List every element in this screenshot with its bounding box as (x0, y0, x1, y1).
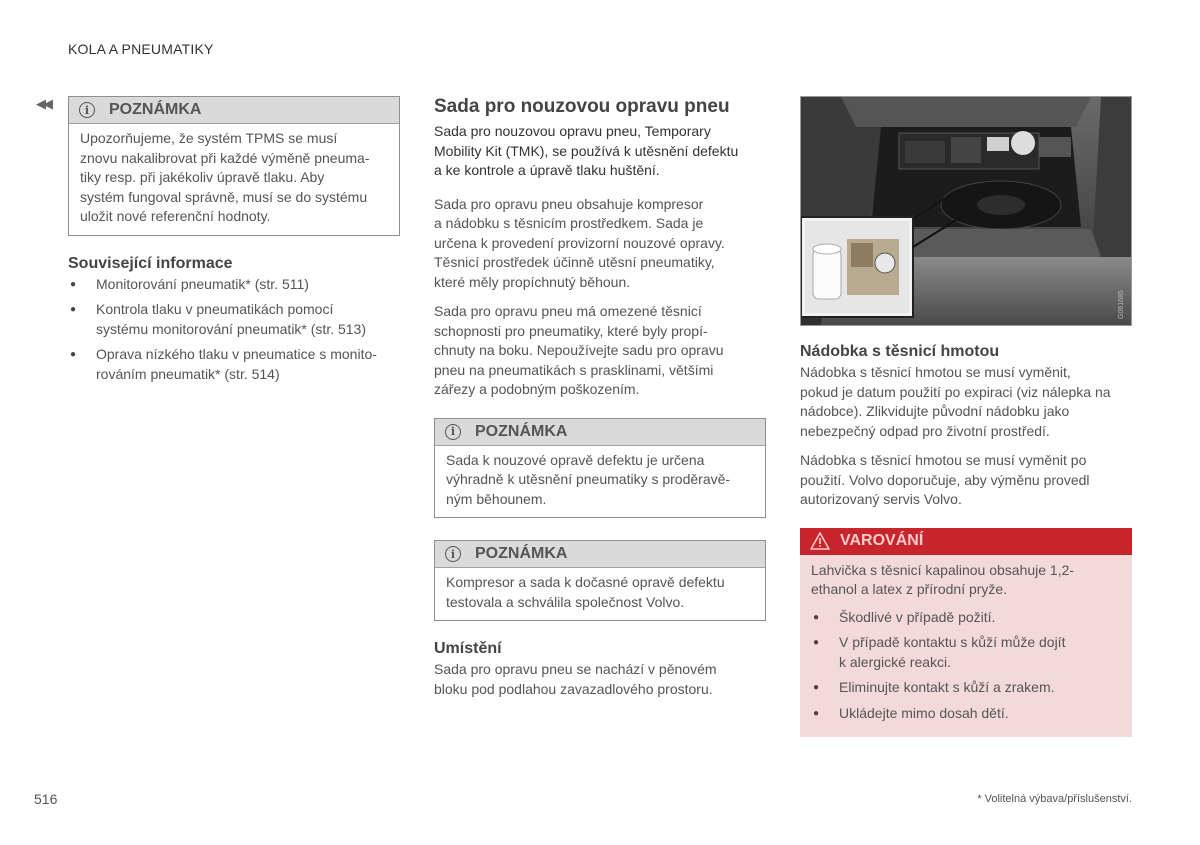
note-header (435, 419, 765, 446)
footnote: * Volitelná výbava/příslušenství. (977, 793, 1132, 805)
related-link-pressure-check[interactable] (68, 300, 400, 339)
paragraph-limitations (434, 302, 766, 400)
text-line: ● Eliminujte kontakt s kůží a zrakem. (839, 679, 1055, 695)
related-info-list (68, 275, 400, 385)
text-line: systém fungoval správně, musí se do systému (80, 188, 368, 205)
warning-body (800, 555, 1132, 738)
page-title: Sada pro nouzovou opravu pneu (434, 96, 730, 117)
text-line: rováním pneumatik* (str. 514) (96, 365, 280, 382)
column-left (68, 96, 400, 390)
lead-paragraph (434, 122, 766, 181)
text-line: Mobility Kit (TMK), se používá k utěsnění defektu (434, 142, 739, 159)
note-title: POZNÁMKA (475, 422, 568, 440)
text-line: ethanol a latex z přírodní pryže. (811, 581, 1008, 597)
text-line: Sada pro opravu pneu obsahuje kompresor (434, 195, 704, 212)
info-icon: i (445, 424, 461, 440)
double-left-arrow-icon[interactable]: ◀◀ (36, 96, 50, 111)
text-line: Nádobka s těsnicí hmotou se musí vyměnit, (800, 364, 1071, 380)
text-line: Nádobka s těsnicí hmotou se musí vyměnit po (800, 452, 1087, 468)
info-icon: i (445, 546, 461, 562)
text-line: systému monitorování pneumatik* (str. 513) (96, 320, 367, 337)
column-middle (434, 96, 766, 709)
trunk-illustration (801, 97, 1131, 325)
note-body (435, 568, 765, 620)
note-box-tread-only (434, 418, 766, 519)
text-line: které měly propíchnutý běhoun. (434, 273, 631, 290)
location-heading: Umístění (434, 640, 502, 657)
paragraph-kit-contents (434, 195, 766, 293)
text-line: výhradně k utěsnění pneumatiky s proděravě- (446, 471, 731, 487)
text-line: tiky resp. při jakékoliv úpravě tlaku. Aby (80, 169, 325, 185)
related-link-tpms-monitoring[interactable] (68, 275, 400, 295)
text-line: zářezy a podobným poškozením. (434, 381, 640, 397)
paragraph-container-expiry (800, 363, 1132, 441)
text-line: pneu na pneumatikách s prasklinami, většími (434, 361, 714, 378)
text-line: Kompresor a sada k dočasné opravě defektu (446, 574, 725, 590)
related-link-low-pressure-repair[interactable] (68, 345, 400, 384)
note-header (435, 541, 765, 568)
text-line: ● Kontrola tlaku v pneumatikách pomocí (96, 301, 334, 317)
warning-item (811, 608, 1121, 628)
warning-intro (811, 561, 1121, 600)
text-line: použití. Volvo doporučuje, aby výměnu provedl (800, 471, 1090, 488)
trunk-photo (800, 96, 1132, 326)
warning-item (811, 633, 1121, 672)
section-header: KOLA A PNEUMATIKY (68, 41, 214, 57)
note-title: POZNÁMKA (109, 101, 202, 118)
text-line: testovala a schválila společnost Volvo. (446, 593, 685, 610)
text-line: a ke kontrole a úpravě tlaku huštění. (434, 162, 660, 178)
text-line: a nádobku s těsnicím prostředkem. Sada je (434, 215, 704, 231)
text-line: nebezpečný odpad pro životní prostředí. (800, 422, 1050, 439)
text-line: znovu nakalibrovat při každé výměně pneuma- (80, 149, 370, 166)
text-line: ● Monitorování pneumatik* (str. 511) (96, 275, 309, 292)
text-line: Sada k nouzové opravě defektu je určena (446, 451, 705, 468)
paragraph-location (434, 660, 766, 699)
paragraph-container-replace (800, 451, 1132, 510)
related-info-heading: Související informace (68, 254, 233, 272)
text-line: chnuty na boku. Nepoužívejte sadu pro opravu (434, 342, 724, 358)
note-body (435, 446, 765, 518)
photo-code: G061685 (1118, 290, 1125, 319)
warning-box (800, 528, 1132, 738)
page-number: 516 (34, 791, 58, 807)
text-line: ● Škodlivé v případě požití. (839, 608, 996, 625)
warning-item (811, 704, 1121, 724)
text-line: Sada pro nouzovou opravu pneu, Temporary (434, 123, 711, 139)
note-box-volvo-approved (434, 540, 766, 621)
text-line: autorizovaný servis Volvo. (800, 491, 962, 507)
text-line: Lahvička s těsnicí kapalinou obsahuje 1,2- (811, 561, 1075, 578)
note-header (69, 97, 399, 124)
text-line: bloku pod podlahou zavazadlového prostoru. (434, 680, 713, 697)
text-line: Sada pro opravu pneu se nachází v pěnovém (434, 661, 717, 677)
note-body (69, 124, 399, 235)
warning-item (811, 678, 1121, 698)
note-box-tpms (68, 96, 400, 236)
text-line: ● Oprava nízkého tlaku v pneumatice s monito- (96, 346, 377, 362)
warning-triangle-icon (810, 532, 830, 550)
text-line: nádobce). Zlikvidujte původní nádobku jako (800, 403, 1070, 419)
info-icon: i (79, 102, 95, 118)
warning-list (811, 608, 1121, 724)
text-line: ● Ukládejte mimo dosah dětí. (839, 704, 1009, 721)
container-heading: Nádobka s těsnicí hmotou (800, 343, 1000, 360)
text-line: Sada pro opravu pneu má omezené těsnicí (434, 303, 702, 319)
column-right (800, 96, 1132, 737)
text-line: k alergické reakci. (839, 653, 952, 670)
text-line: ným běhounem. (446, 490, 547, 507)
text-line: pokud je datum použití po expiraci (viz nálepka na (800, 383, 1111, 400)
text-line: uložit nové referenční hodnoty. (80, 208, 271, 224)
warning-title: VAROVÁNÍ (840, 532, 924, 549)
text-line: Těsnicí prostředek účinně utěsní pneumatiky, (434, 254, 715, 270)
text-line: ● V případě kontaktu s kůží může dojít (839, 634, 1066, 650)
note-title: POZNÁMKA (475, 545, 568, 562)
text-line: schopnosti pro pneumatiky, které byly propí- (434, 322, 708, 339)
text-line: Upozorňujeme, že systém TPMS se musí (80, 130, 338, 146)
warning-header (800, 528, 1132, 555)
text-line: určena k provedení provizorní nouzové opravy. (434, 234, 725, 251)
